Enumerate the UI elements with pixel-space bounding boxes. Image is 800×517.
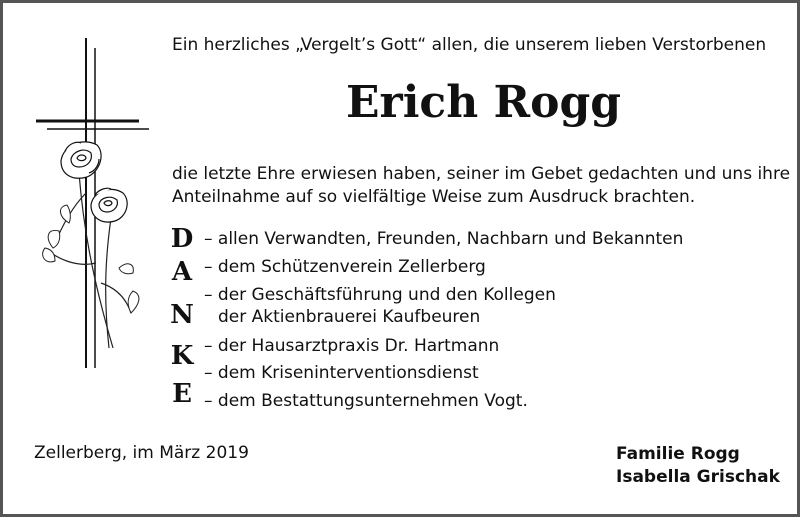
danke-letter: N	[170, 300, 194, 330]
thanks-item: – der Geschäftsführung und den Kollegen	[204, 285, 556, 305]
danke-letter: K	[170, 341, 194, 371]
intro-text: Ein herzliches „Vergelt’s Gott“ allen, die unserem lieben Verstorbenen	[172, 35, 767, 55]
thanks-item: – allen Verwandten, Freunden, Nachbarn und Bekannten	[204, 229, 684, 249]
danke-letter: E	[172, 379, 192, 409]
signature-line: Isabella Grischak	[616, 467, 780, 487]
body-line: die letzte Ehre erwiesen haben, seiner im Gebet gedachten und uns ihre	[172, 164, 791, 184]
danke-letter: D	[170, 224, 194, 254]
rose-lower-icon	[91, 188, 127, 222]
thanks-item-continued: der Aktienbrauerei Kaufbeuren	[218, 307, 481, 327]
place-date: Zellerberg, im März 2019	[34, 443, 249, 463]
signatures	[616, 443, 780, 489]
deceased-name: Erich Rogg	[346, 77, 621, 128]
thanks-item: – dem Kriseninterventionsdienst	[204, 363, 479, 383]
thanks-item: – der Hausarztpraxis Dr. Hartmann	[204, 336, 500, 356]
cross-with-roses-icon	[31, 33, 161, 378]
thanks-item: – dem Bestattungsunternehmen Vogt.	[204, 391, 528, 411]
danke-letter: A	[171, 257, 193, 287]
thanks-item: – dem Schützenverein Zellerberg	[204, 257, 486, 277]
body-text	[172, 163, 790, 209]
body-line: Anteilnahme auf so vielfältige Weise zum Ausdruck brachten.	[172, 187, 696, 207]
signature-line: Familie Rogg	[616, 444, 740, 464]
